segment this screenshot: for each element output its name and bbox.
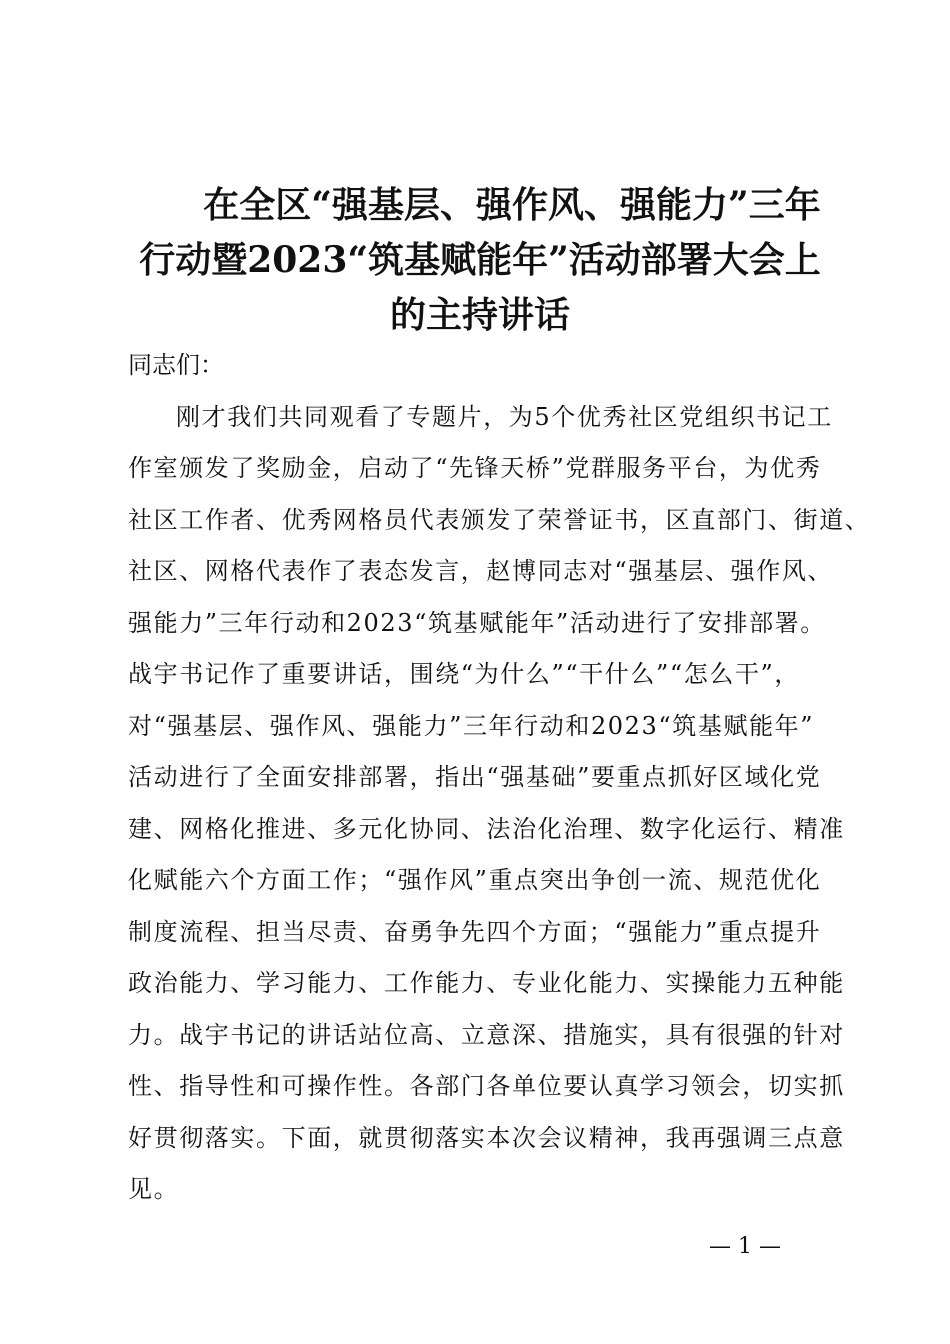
paragraph-line: 力。战宇书记的讲话站位高、立意深、措施实，具有很强的针对 bbox=[128, 1020, 845, 1049]
title-line: 行动暨2023“筑基赋能年”活动部署大会上 bbox=[139, 239, 821, 281]
paragraph-line: 战宇书记作了重要讲话，围绕“为什么”“干什么”“怎么干”， bbox=[128, 660, 801, 688]
paragraph-line: 制度流程、担当尽责、奋勇争先四个方面；“强能力”重点提升 bbox=[128, 917, 822, 946]
paragraph-line: 社区工作者、优秀网格员代表颁发了荣誉证书，区直部门、街道、 bbox=[128, 505, 871, 534]
page-number: — 1 — bbox=[709, 1234, 781, 1259]
paragraph-line: 好贯彻落实。下面，就贯彻落实本次会议精神，我再强调三点意 bbox=[128, 1123, 845, 1152]
paragraph-line: 化赋能六个方面工作；“强作风”重点突出争创一流、规范优化 bbox=[128, 866, 822, 894]
paragraph-line: 政治能力、学习能力、工作能力、专业化能力、实操能力五种能 bbox=[128, 969, 845, 997]
paragraph-line: 社区、网格代表作了表态发言，赵博同志对“强基层、强作风、 bbox=[128, 557, 834, 585]
paragraph-line: 见。 bbox=[128, 1175, 180, 1203]
document-title bbox=[120, 178, 840, 343]
salutation: 同志们： bbox=[128, 351, 224, 379]
paragraph-line: 刚才我们共同观看了专题片，为5个优秀社区党组织书记工 bbox=[176, 402, 833, 431]
paragraph-line: 性、指导性和可操作性。各部门各单位要认真学习领会，切实抓 bbox=[128, 1072, 845, 1100]
title-line: 在全区“强基层、强作风、强能力”三年 bbox=[203, 184, 821, 226]
paragraph-line: 活动进行了全面安排部署，指出“强基础”要重点抓好区域化党 bbox=[128, 763, 822, 791]
title-line: 的主持讲话 bbox=[389, 294, 570, 336]
paragraph-line: 作室颁发了奖励金，启动了“先锋天桥”党群服务平台，为优秀 bbox=[128, 454, 822, 482]
paragraph-line: 建、网格化推进、多元化协同、法治化治理、数字化运行、精准 bbox=[128, 814, 845, 843]
paragraph-line: 对“强基层、强作风、强能力”三年行动和2023“筑基赋能年” bbox=[128, 711, 815, 740]
body-paragraph bbox=[128, 392, 871, 1216]
document-body bbox=[128, 340, 871, 1216]
paragraph-line: 强能力”三年行动和2023“筑基赋能年”活动进行了安排部署。 bbox=[128, 608, 826, 637]
